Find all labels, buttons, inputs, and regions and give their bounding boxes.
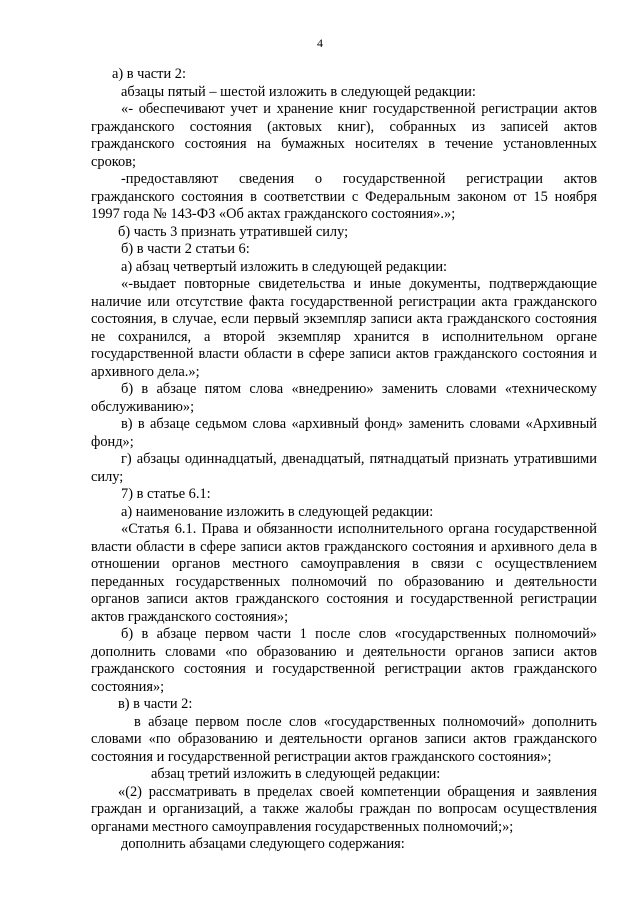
paragraph: в) в части 2: — [118, 696, 193, 712]
paragraph: б) в абзаце пятом слова «внедрению» заменить словами «техническому обслуживанию»; — [91, 381, 597, 415]
paragraph: абзацы пятый – шестой изложить в следующей редакции: — [121, 83, 476, 100]
paragraph: а) в части 2: — [112, 66, 186, 82]
paragraph: «Статья 6.1. Права и обязанности исполнительного органа государственной власти области в сфере записи актов гражданского состояния и архивного дела в отношении органов местного самоуправления в связи с осуществлением переданных государственных полномочий по образованию и деятельности органов записи актов гражданского состояния и государственной регистрации актов гражданского состояния»; — [91, 521, 597, 625]
paragraph: абзац третий изложить в следующей редакции: — [151, 766, 441, 782]
document-body — [91, 66, 597, 854]
paragraph: б) в абзаце первом части 1 после слов «государственных полномочий» дополнить словами «по образованию и деятельности органов записи актов гражданского состояния и государственной регистрации актов гражданского состояния»; — [91, 626, 597, 695]
paragraph: а) наименование изложить в следующей редакции: — [121, 503, 434, 520]
paragraph: 7) в статье 6.1: — [121, 486, 211, 502]
paragraph: б) часть 3 признать утратившей силу; — [118, 223, 349, 240]
paragraph: в) в абзаце седьмом слова «архивный фонд» заменить словами «Архивный фонд»; — [91, 416, 597, 450]
paragraph: дополнить абзацами следующего содержания: — [121, 836, 405, 852]
paragraph: «- обеспечивают учет и хранение книг государственной регистрации актов гражданского состояния (актовых книг), собранных из записей актов гражданского состояния на бумажных носителях в течение установленных сроков; — [91, 101, 597, 170]
page-number: 4 — [317, 36, 323, 50]
paragraph: а) абзац четвертый изложить в следующей редакции: — [121, 258, 448, 275]
paragraph: «-выдает повторные свидетельства и иные документы, подтверждающие наличие или отсутствие факта государственной регистрации акта гражданского состояния, в случае, если первый экземпляр записи акта гражданского состояния не сохранился, а второй экземпляр хранится в исполнительном органе государственной власти области в сфере записи актов гражданского состояния и архивного дела.»; — [91, 276, 597, 380]
paragraph: в абзаце первом после слов «государственных полномочий» дополнить словами «по образованию и деятельности органов записи актов гражданского состояния и государственной регистрации актов гражданского состояния»; — [91, 713, 597, 765]
paragraph: «(2) рассматривать в пределах своей компетенции обращения и заявления граждан и организаций, а также жалобы граждан по вопросам осуществления органами местного самоуправления государственных полномочий;»; — [91, 783, 597, 835]
paragraph: г) абзацы одиннадцатый, двенадцатый, пятнадцатый признать утратившими силу; — [91, 451, 597, 485]
paragraph: -предоставляют сведения о государственной регистрации актов гражданского состояния в соответствии с Федеральным законом от 15 ноября 1997 года № 143-ФЗ «Об актах гражданского состояния».»; — [91, 171, 597, 222]
paragraph: б) в части 2 статьи 6: — [121, 241, 250, 257]
